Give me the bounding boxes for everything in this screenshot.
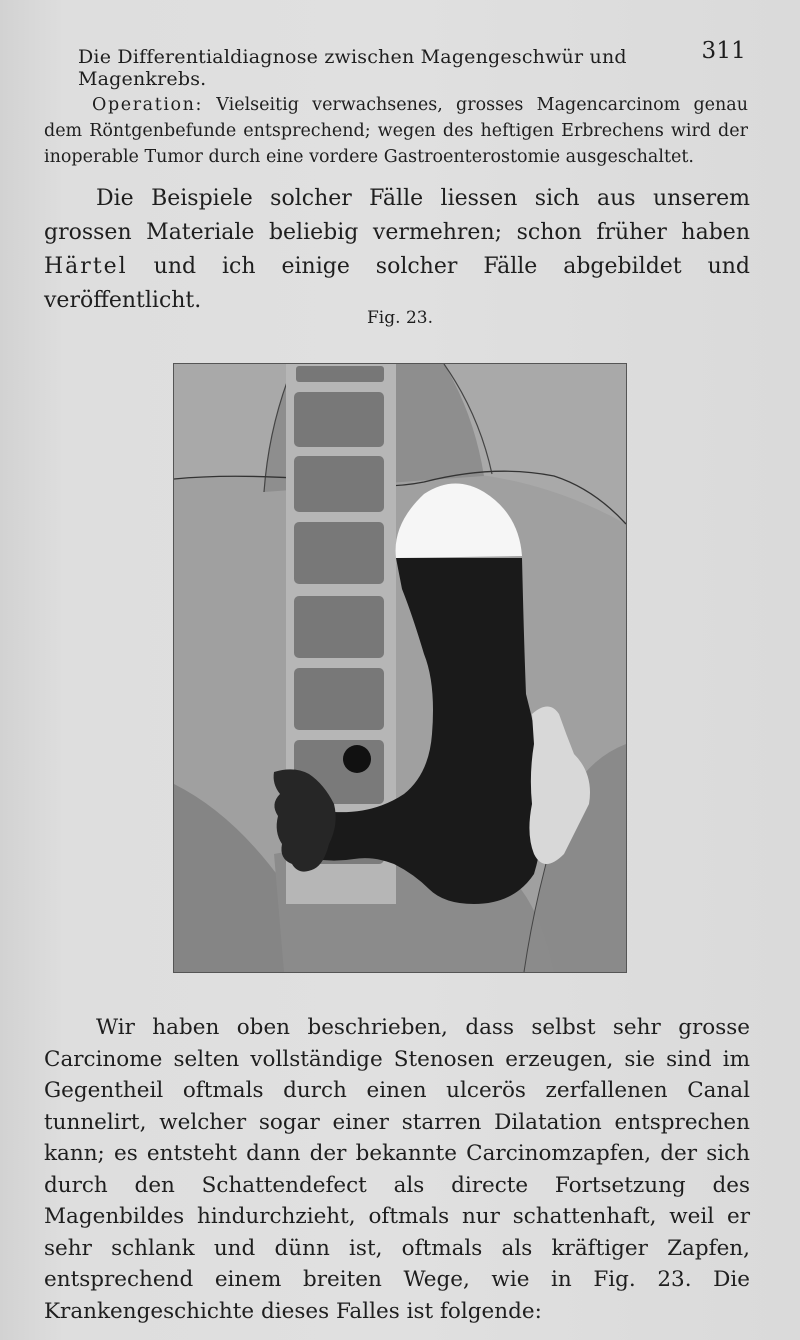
author-name: Härtel	[44, 254, 128, 279]
operation-text: Vielseitig verwachsenes, grosses Magencarcinom genau dem Röntgenbefunde entsprechend; wegen des heftigen Erbrechens wird der inoperable Tumor durch eine vordere Gastroenterostomie ausgeschaltet.	[44, 95, 748, 167]
description-paragraph	[44, 1012, 750, 1327]
operation-paragraph	[44, 92, 748, 170]
vertebra	[294, 456, 384, 512]
examples-paragraph	[44, 182, 750, 318]
vertebra	[294, 668, 384, 730]
running-title: Die Differentialdiagnose zwischen Magengeschwür und Magenkrebs.	[78, 46, 627, 90]
running-header	[78, 38, 746, 90]
vertebra	[296, 366, 384, 382]
figure-caption: Fig. 23.	[367, 308, 433, 328]
page-number: 311	[701, 38, 746, 64]
examples-text-before: Die Beispiele solcher Fälle liessen sich aus unserem grossen Materiale beliebig vermehren; schon früher haben	[44, 186, 750, 245]
examples-text-after: und ich einige solcher Fälle abgebildet und veröffentlicht.	[44, 254, 750, 313]
description-text: Wir haben oben beschrieben, dass selbst sehr grosse Carcinome selten vollständige Stenosen erzeugen, sie sind im Gegentheil oftmals durch einen ulcerös zerfallenen Canal tunnelirt, welcher sogar einer starren Dilatation entsprechen kann; es entsteht dann der bekannte Carcinomzapfen, der sich durch den Schattendefect als directe Fortsetzung des Magenbildes hindurchzieht, oftmals nur schattenhaft, weil er sehr schlank und dünn ist, oftmals als kräftiger Zapfen, entsprechend einem breiten Wege, wie in Fig. 23. Die Krankengeschichte dieses Falles ist folgende:	[44, 1015, 750, 1324]
marker-dot	[343, 745, 371, 773]
vertebra	[294, 392, 384, 447]
vertebra	[294, 522, 384, 584]
xray-illustration	[173, 363, 627, 973]
operation-label: Operation:	[92, 95, 204, 115]
vertebra	[294, 596, 384, 658]
